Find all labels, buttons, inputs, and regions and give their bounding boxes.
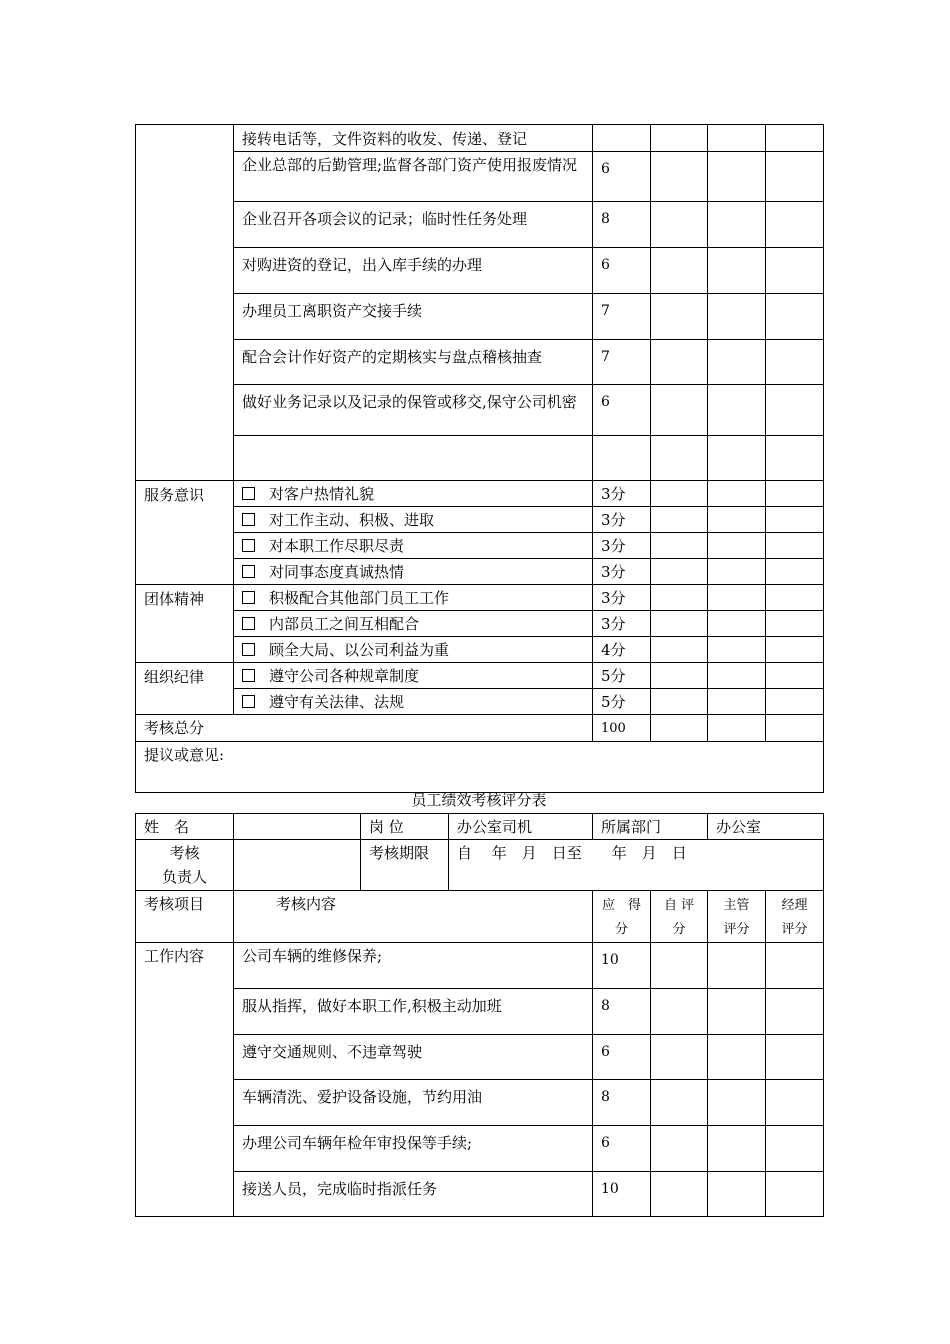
manager-score-cell[interactable] <box>766 611 824 637</box>
score-cell: 7 <box>593 294 651 340</box>
table-row <box>136 507 824 533</box>
supervisor-score-cell[interactable] <box>708 1172 766 1217</box>
checklist-item: 对客户热情礼貌 <box>234 481 593 507</box>
checklist-item: 遵守有关法律、法规 <box>234 689 593 715</box>
score-cell: 8 <box>593 202 651 248</box>
supervisor-score-cell[interactable] <box>708 340 766 385</box>
self-score-cell[interactable] <box>651 340 708 385</box>
score-cell: 3分 <box>593 611 651 637</box>
manager-score-cell[interactable] <box>766 294 824 340</box>
table-row <box>136 1080 824 1126</box>
content-cell: 遵守交通规则、不违章驾驶 <box>234 1035 593 1080</box>
supervisor-score-cell[interactable] <box>708 943 766 989</box>
self-score-cell[interactable] <box>651 202 708 248</box>
table-row <box>136 663 824 689</box>
total-row <box>136 715 824 742</box>
table-row <box>136 248 824 294</box>
score-cell: 8 <box>593 1080 651 1126</box>
column-header-row <box>136 891 824 943</box>
checkbox[interactable] <box>242 695 255 708</box>
supervisor-score-cell[interactable] <box>708 1080 766 1126</box>
manager-score-cell[interactable] <box>766 385 824 436</box>
manager-score-cell[interactable] <box>766 125 824 152</box>
col-self-score-header: 自 评 分 <box>651 891 708 943</box>
reviewer-field[interactable] <box>234 840 361 891</box>
supervisor-score-cell[interactable] <box>708 436 766 481</box>
manager-score-cell[interactable] <box>766 1126 824 1172</box>
self-score-cell[interactable] <box>651 125 708 152</box>
self-score-cell[interactable] <box>651 248 708 294</box>
score-cell: 3分 <box>593 585 651 611</box>
score-cell: 8 <box>593 989 651 1035</box>
table-row <box>136 989 824 1035</box>
self-score-cell[interactable] <box>651 1035 708 1080</box>
score-cell: 3分 <box>593 559 651 585</box>
table-row <box>136 340 824 385</box>
content-cell: 做好业务记录以及记录的保管或移交,保守公司机密 <box>234 385 593 436</box>
checklist-item: 内部员工之间互相配合 <box>234 611 593 637</box>
manager-score-cell[interactable] <box>766 1172 824 1217</box>
checklist-item: 积极配合其他部门员工工作 <box>234 585 593 611</box>
content-cell: 办理员工离职资产交接手续 <box>234 294 593 340</box>
table-row <box>136 294 824 340</box>
score-cell: 3分 <box>593 507 651 533</box>
table-row <box>136 202 824 248</box>
score-cell: 3分 <box>593 481 651 507</box>
manager-score-cell[interactable] <box>766 1080 824 1126</box>
score-cell: 3分 <box>593 533 651 559</box>
checklist-item: 顾全大局、以公司利益为重 <box>234 637 593 663</box>
comment-row <box>136 742 824 793</box>
score-cell: 5分 <box>593 689 651 715</box>
checklist-item: 对本职工作尽职尽责 <box>234 533 593 559</box>
content-cell: 接送人员，完成临时指派任务 <box>234 1172 593 1217</box>
manager-score-cell[interactable] <box>766 689 824 715</box>
post-label: 岗 位 <box>361 814 449 840</box>
supervisor-score-cell[interactable] <box>708 559 766 585</box>
table-row <box>136 943 824 989</box>
self-score-cell[interactable] <box>651 1172 708 1217</box>
table-row <box>136 585 824 611</box>
self-score-cell[interactable] <box>651 533 708 559</box>
self-total-cell[interactable] <box>651 715 708 742</box>
manager-score-cell[interactable] <box>766 943 824 989</box>
self-score-cell[interactable] <box>651 1080 708 1126</box>
score-cell: 10 <box>593 943 651 989</box>
checkbox[interactable] <box>242 487 255 500</box>
supervisor-score-cell[interactable] <box>708 689 766 715</box>
supervisor-total-cell[interactable] <box>708 715 766 742</box>
checkbox[interactable] <box>242 539 255 552</box>
manager-score-cell[interactable] <box>766 202 824 248</box>
supervisor-score-cell[interactable] <box>708 663 766 689</box>
category-team: 团体精神 <box>136 585 234 663</box>
table-row <box>136 1035 824 1080</box>
content-cell: 办理公司车辆年检年审投保等手续; <box>234 1126 593 1172</box>
table-row <box>136 637 824 663</box>
checkbox[interactable] <box>242 565 255 578</box>
checkbox[interactable] <box>242 617 255 630</box>
content-cell <box>234 436 593 481</box>
supervisor-score-cell[interactable] <box>708 1126 766 1172</box>
manager-score-cell[interactable] <box>766 637 824 663</box>
comment-field[interactable] <box>136 742 824 793</box>
manager-score-cell[interactable] <box>766 340 824 385</box>
supervisor-score-cell[interactable] <box>708 152 766 202</box>
appraisal-table-continued <box>135 124 824 793</box>
table-row <box>136 125 824 152</box>
checkbox[interactable] <box>242 669 255 682</box>
total-label: 考核总分 <box>136 715 593 742</box>
supervisor-score-cell[interactable] <box>708 1035 766 1080</box>
supervisor-score-cell[interactable] <box>708 585 766 611</box>
table-row <box>136 481 824 507</box>
self-score-cell[interactable] <box>651 585 708 611</box>
col-supervisor-score-header: 主管 评分 <box>708 891 766 943</box>
manager-score-cell[interactable] <box>766 585 824 611</box>
score-cell: 6 <box>593 385 651 436</box>
checkbox[interactable] <box>242 513 255 526</box>
category-service: 服务意识 <box>136 481 234 585</box>
category-discipline: 组织纪律 <box>136 663 234 715</box>
manager-score-cell[interactable] <box>766 507 824 533</box>
self-score-cell[interactable] <box>651 689 708 715</box>
category-work: 工作内容 <box>136 943 234 1217</box>
dept-label: 所属部门 <box>593 814 708 840</box>
manager-score-cell[interactable] <box>766 663 824 689</box>
score-cell <box>593 125 651 152</box>
supervisor-score-cell[interactable] <box>708 481 766 507</box>
manager-score-cell[interactable] <box>766 248 824 294</box>
form-title: 员工绩效考核评分表 <box>411 791 547 809</box>
self-score-cell[interactable] <box>651 152 708 202</box>
col-content-header: 考核内容 <box>234 891 593 943</box>
self-score-cell[interactable] <box>651 989 708 1035</box>
table-row <box>136 1126 824 1172</box>
table-row <box>136 1172 824 1217</box>
self-score-cell[interactable] <box>651 611 708 637</box>
content-cell: 服从指挥，做好本职工作,积极主动加班 <box>234 989 593 1035</box>
manager-score-cell[interactable] <box>766 481 824 507</box>
total-value: 100 <box>593 715 651 742</box>
supervisor-score-cell[interactable] <box>708 507 766 533</box>
table-row <box>136 385 824 436</box>
score-cell: 5分 <box>593 663 651 689</box>
score-cell <box>593 436 651 481</box>
self-score-cell[interactable] <box>651 637 708 663</box>
table-row <box>136 611 824 637</box>
score-cell: 10 <box>593 1172 651 1217</box>
supervisor-score-cell[interactable] <box>708 989 766 1035</box>
category-cell <box>136 125 234 481</box>
manager-score-cell[interactable] <box>766 989 824 1035</box>
info-row <box>136 814 824 840</box>
table-row <box>136 436 824 481</box>
name-field[interactable] <box>234 814 361 840</box>
score-cell: 7 <box>593 340 651 385</box>
manager-score-cell[interactable] <box>766 533 824 559</box>
score-cell: 6 <box>593 248 651 294</box>
self-score-cell[interactable] <box>651 436 708 481</box>
supervisor-score-cell[interactable] <box>708 611 766 637</box>
manager-score-cell[interactable] <box>766 436 824 481</box>
table-row <box>136 559 824 585</box>
content-cell: 配合会计作好资产的定期核实与盘点稽核抽查 <box>234 340 593 385</box>
content-cell: 接转电话等，文件资料的收发、传递、登记 <box>234 125 593 152</box>
checklist-item: 遵守公司各种规章制度 <box>234 663 593 689</box>
self-score-cell[interactable] <box>651 385 708 436</box>
table-row <box>136 689 824 715</box>
reviewer-label: 考核 负责人 <box>136 840 234 891</box>
col-manager-score-header: 经理 评分 <box>766 891 824 943</box>
manager-score-cell[interactable] <box>766 152 824 202</box>
period-value[interactable]: 自 年 月 日至 年 月 日 <box>449 840 824 891</box>
supervisor-score-cell[interactable] <box>708 533 766 559</box>
period-label: 考核期限 <box>361 840 449 891</box>
checklist-item: 对同事态度真诚热情 <box>234 559 593 585</box>
content-cell: 企业召开各项会议的记录；临时性任务处理 <box>234 202 593 248</box>
content-cell: 企业总部的后勤管理;监督各部门资产使用报废情况 <box>234 152 593 202</box>
checkbox[interactable] <box>242 643 255 656</box>
manager-score-cell[interactable] <box>766 559 824 585</box>
table-row <box>136 152 824 202</box>
supervisor-score-cell[interactable] <box>708 202 766 248</box>
driver-appraisal-table <box>135 813 824 1217</box>
content-cell: 车辆清洗、爱护设备设施，节约用油 <box>234 1080 593 1126</box>
supervisor-score-cell[interactable] <box>708 294 766 340</box>
name-label: 姓 名 <box>136 814 234 840</box>
self-score-cell[interactable] <box>651 943 708 989</box>
dept-value: 办公室 <box>708 814 824 840</box>
self-score-cell[interactable] <box>651 507 708 533</box>
supervisor-score-cell[interactable] <box>708 385 766 436</box>
post-value: 办公室司机 <box>449 814 593 840</box>
score-cell: 6 <box>593 152 651 202</box>
content-cell: 对购进资的登记，出入库手续的办理 <box>234 248 593 294</box>
supervisor-score-cell[interactable] <box>708 125 766 152</box>
content-cell: 公司车辆的维修保养; <box>234 943 593 989</box>
score-cell: 6 <box>593 1126 651 1172</box>
supervisor-score-cell[interactable] <box>708 637 766 663</box>
manager-score-cell[interactable] <box>766 1035 824 1080</box>
checkbox[interactable] <box>242 591 255 604</box>
table-row <box>136 533 824 559</box>
comment-label: 提议或意见: <box>144 746 225 764</box>
score-cell: 4分 <box>593 637 651 663</box>
checklist-item: 对工作主动、积极、进取 <box>234 507 593 533</box>
self-score-cell[interactable] <box>651 481 708 507</box>
self-score-cell[interactable] <box>651 663 708 689</box>
manager-total-cell[interactable] <box>766 715 824 742</box>
supervisor-score-cell[interactable] <box>708 248 766 294</box>
score-cell: 6 <box>593 1035 651 1080</box>
col-should-score-header: 应 得 分 <box>593 891 651 943</box>
self-score-cell[interactable] <box>651 559 708 585</box>
self-score-cell[interactable] <box>651 1126 708 1172</box>
self-score-cell[interactable] <box>651 294 708 340</box>
col-item-header: 考核项目 <box>136 891 234 943</box>
info-row <box>136 840 824 891</box>
